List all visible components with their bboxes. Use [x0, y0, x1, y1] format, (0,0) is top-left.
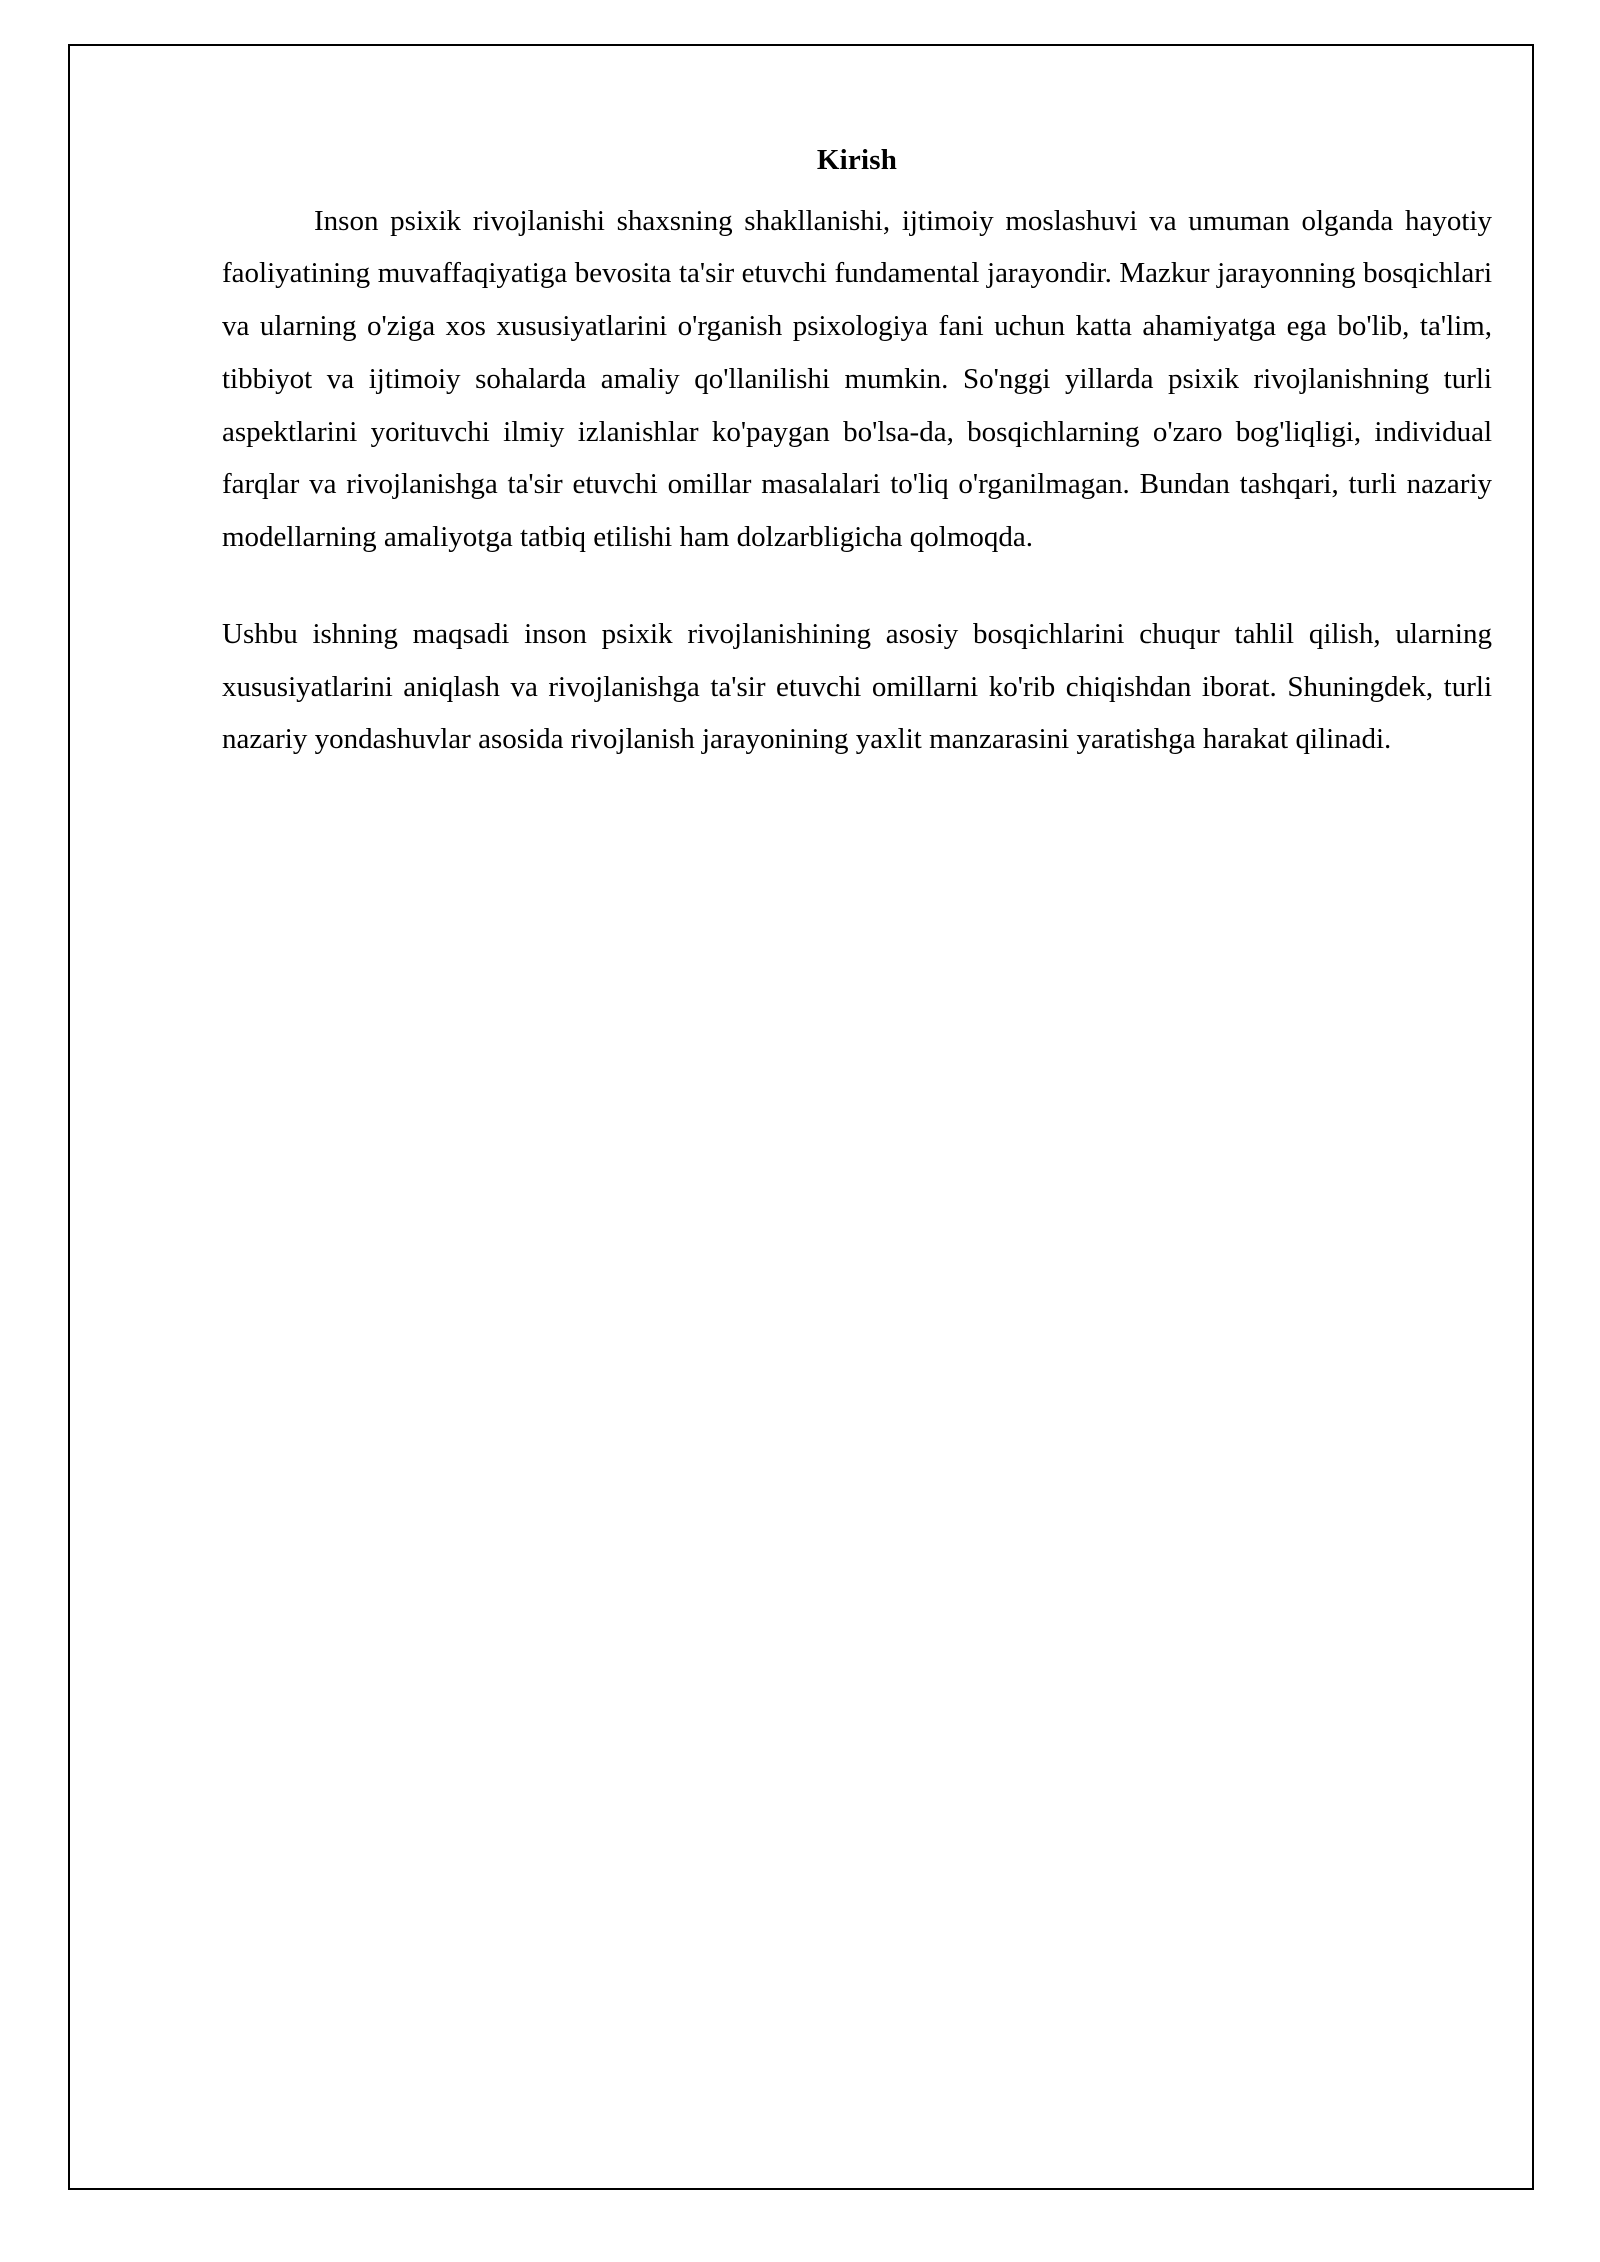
paragraph-purpose: Ushbu ishning maqsadi inson psixik rivojlanishining asosiy bosqichlarini chuqur tahlil qilish, ularning xususiyatlarini aniqlash va rivojlanishga ta'sir etuvchi omillarni ko'rib chiqishdan iborat. Shuningdek, turli nazariy yondashuvlar asosida rivojlanish jarayonining yaxlit manzarasini yaratishga harakat qilinadi. — [222, 617, 1492, 756]
page-title: Kirish — [816, 144, 898, 176]
document-content — [222, 140, 1492, 766]
paragraph-intro: Inson psixik rivojlanishi shaxsning shakllanishi, ijtimoiy moslashuvi va umuman olganda hayotiy faoliyatining muvaffaqiyatiga bevosita ta'sir etuvchi fundamental jarayondir. Mazkur jarayonning bosqichlari va ularning o'ziga xos xususiyatlarini o'rganish psixologiya fani uchun katta ahamiyatga ega bo'lib, ta'lim, tibbiyot va ijtimoiy sohalarda amaliy qo'llanilishi mumkin. So'nggi yillarda psixik rivojlanishning turli aspektlarini yorituvchi ilmiy izlanishlar ko'paygan bo'lsa-da, bosqichlarning o'zaro bog'liqligi, individual farqlar va rivojlanishga ta'sir etuvchi omillar masalalari to'liq o'rganilmagan. Bundan tashqari, turli nazariy modellarning amaliyotga tatbiq etilishi ham dolzarbligicha qolmoqda. — [222, 204, 1492, 554]
